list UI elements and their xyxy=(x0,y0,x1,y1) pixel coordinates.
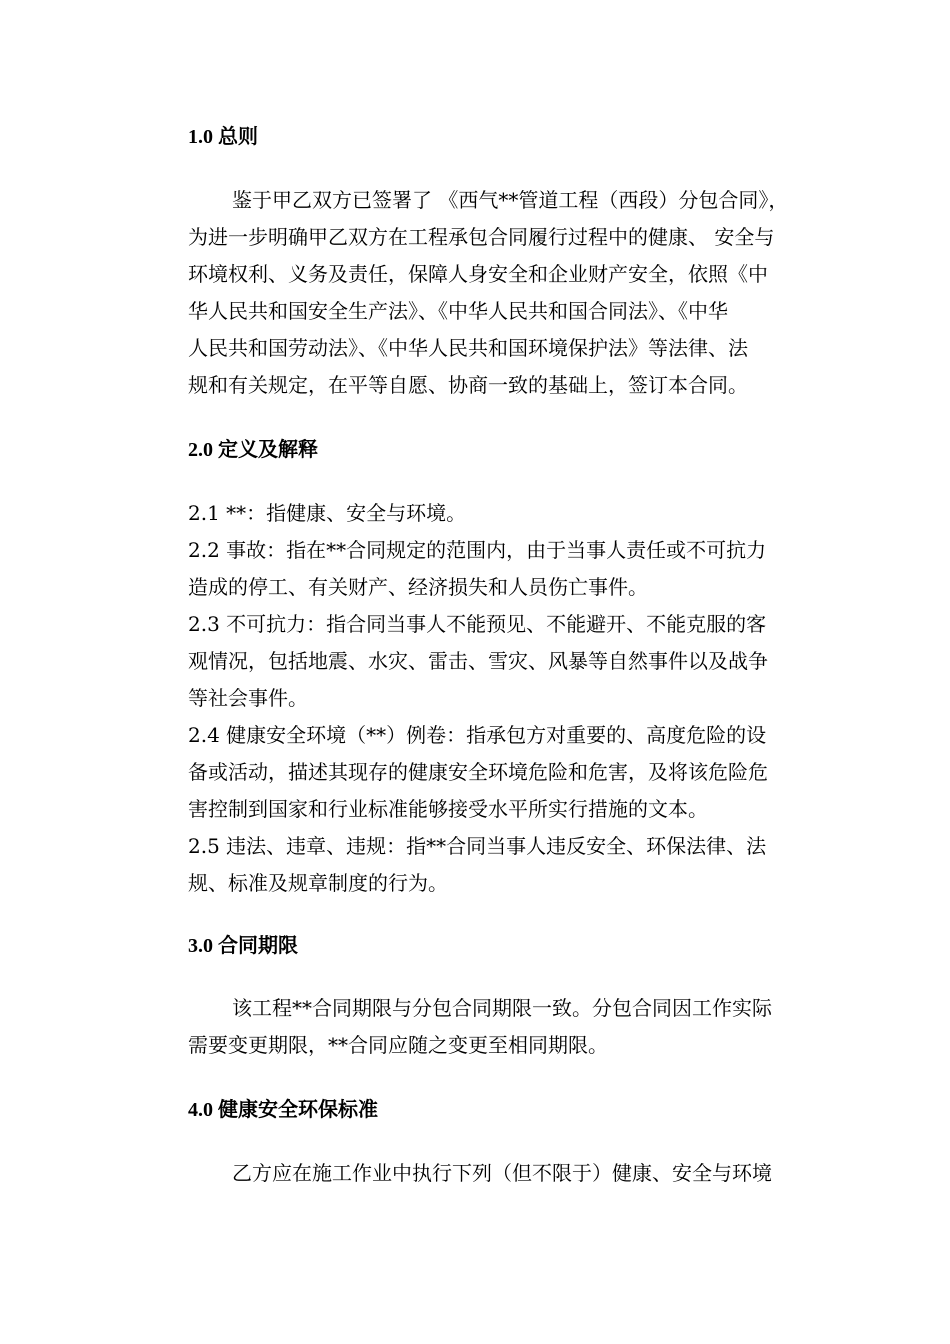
paragraph-line: 鉴于甲乙双方已签署了 《西气**管道工程（西段）分包合同》， xyxy=(232,188,789,212)
definition-line: 2.3 不可抗力：指合同当事人不能预见、不能避开、不能克服的客 xyxy=(188,612,767,636)
section-1-heading: 1.0 总则 xyxy=(188,126,258,148)
section-4-heading: 4.0 健康安全环保标准 xyxy=(188,1099,378,1121)
section-2-heading: 2.0 定义及解释 xyxy=(188,439,318,461)
section-3-paragraph xyxy=(188,990,850,1064)
paragraph-line: 该工程**合同期限与分包合同期限一致。分包合同因工作实际 xyxy=(232,996,772,1020)
definition-line: 2.5 违法、违章、违规：指**合同当事人违反安全、环保法律、法 xyxy=(188,834,767,858)
paragraph-line: 环境权利、义务及责任，保障人身安全和企业财产安全，依照《中 xyxy=(188,262,768,286)
paragraph-line: 乙方应在施工作业中执行下列（但不限于）健康、安全与环境 xyxy=(232,1161,772,1185)
definition-line: 害控制到国家和行业标准能够接受水平所实行措施的文本。 xyxy=(188,797,708,821)
definition-line: 2.4 健康安全环境（**）例卷：指承包方对重要的、高度危险的设 xyxy=(188,723,767,747)
paragraph-line: 需要变更期限，**合同应随之变更至相同期限。 xyxy=(188,1033,608,1057)
paragraph-line: 规和有关规定，在平等自愿、协商一致的基础上，签订本合同。 xyxy=(188,373,748,397)
definition-line: 造成的停工、有关财产、经济损失和人员伤亡事件。 xyxy=(188,575,648,599)
section-2-definitions xyxy=(188,495,850,902)
paragraph-line: 为进一步明确甲乙双方在工程承包合同履行过程中的健康、 安全与 xyxy=(188,225,775,249)
paragraph-line: 人民共和国劳动法》、《中华人民共和国环境保护法》等法律、法 xyxy=(188,336,748,360)
paragraph-line: 华人民共和国安全生产法》、《中华人民共和国合同法》、《中华 xyxy=(188,299,728,323)
section-1-paragraph xyxy=(188,182,850,404)
definition-line: 备或活动，描述其现存的健康安全环境危险和危害，及将该危险危 xyxy=(188,760,768,784)
definition-line: 2.1 **：指健康、安全与环境。 xyxy=(188,501,467,525)
section-4-paragraph xyxy=(188,1155,850,1192)
section-3-heading: 3.0 合同期限 xyxy=(188,935,298,957)
definition-line: 2.2 事故：指在**合同规定的范围内，由于当事人责任或不可抗力 xyxy=(188,538,767,562)
definition-line: 观情况，包括地震、水灾、雷击、雪灾、风暴等自然事件以及战争 xyxy=(188,649,768,673)
definition-line: 规、标准及规章制度的行为。 xyxy=(188,871,448,895)
definition-line: 等社会事件。 xyxy=(188,686,308,710)
